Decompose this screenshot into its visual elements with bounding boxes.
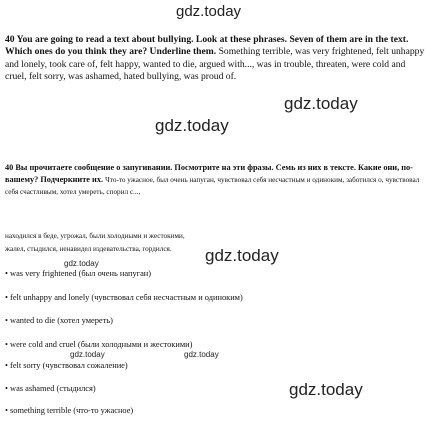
task-ru [5, 162, 429, 199]
task-en-body: Something terrible, was very frightened, felt unhappy and lonely, took care of, felt happy, wanted to die, argued with..., was in trouble, threaten, were cold and cruel, felt sorry, was ashamed, hated bullying, was proud of. [5, 46, 425, 83]
watermark-mid-ru: gdz.today [205, 246, 279, 265]
watermark-small-1: gdz.today [64, 259, 99, 268]
watermark-top: gdz.today [176, 3, 242, 20]
answer-item: • was ashamed (стыдился) [5, 384, 96, 393]
task-ru-body-2: находился в беде, угрожал, были холодными и жестокими, жалел, стыдился, ненавидел издевательства, гордился. [5, 232, 185, 253]
answer-item: • was very frightened (был очень напуган) [5, 269, 152, 278]
answer-item: • wanted to die (хотел умереть) [5, 316, 113, 325]
answer-item: • felt sorry (чувствовал сожаление) [5, 361, 128, 370]
task-ru-continued [5, 230, 205, 255]
answer-item: • something terrible (что-то ужасное) [5, 406, 134, 415]
watermark-right-large: gdz.today [289, 380, 363, 399]
watermark-small-3: gdz.today [184, 350, 219, 359]
answer-item: • were cold and cruel (были холодными и жестокими) [5, 340, 193, 349]
task-en [5, 34, 429, 84]
answer-item: • felt unhappy and lonely (чувствовал себя несчастным и одиноким) [5, 293, 243, 302]
watermark-below-en: gdz.today [155, 116, 229, 135]
task-en-heading: 40 You are going to read a text about bullying. Look at these phrases. Seven of them are in the text. Which ones do you think they are? Underline them. [5, 34, 409, 58]
watermark-small-2: gdz.today [70, 350, 105, 359]
watermark-after-en: gdz.today [284, 94, 358, 113]
task-ru-heading: 40 Вы прочитаете сообщение о запугивании. Посмотрите на эти фразы. Семь из них в тексте. Какие они, по-вашему? Подчеркните их. [5, 163, 413, 184]
task-ru-body-1: Что-то ужасное, был очень напуган, чувствовал себя несчастным и одиноким, заботился о, чувствовал себя счастливым, хотел умереть, спорил с..., [5, 175, 420, 197]
